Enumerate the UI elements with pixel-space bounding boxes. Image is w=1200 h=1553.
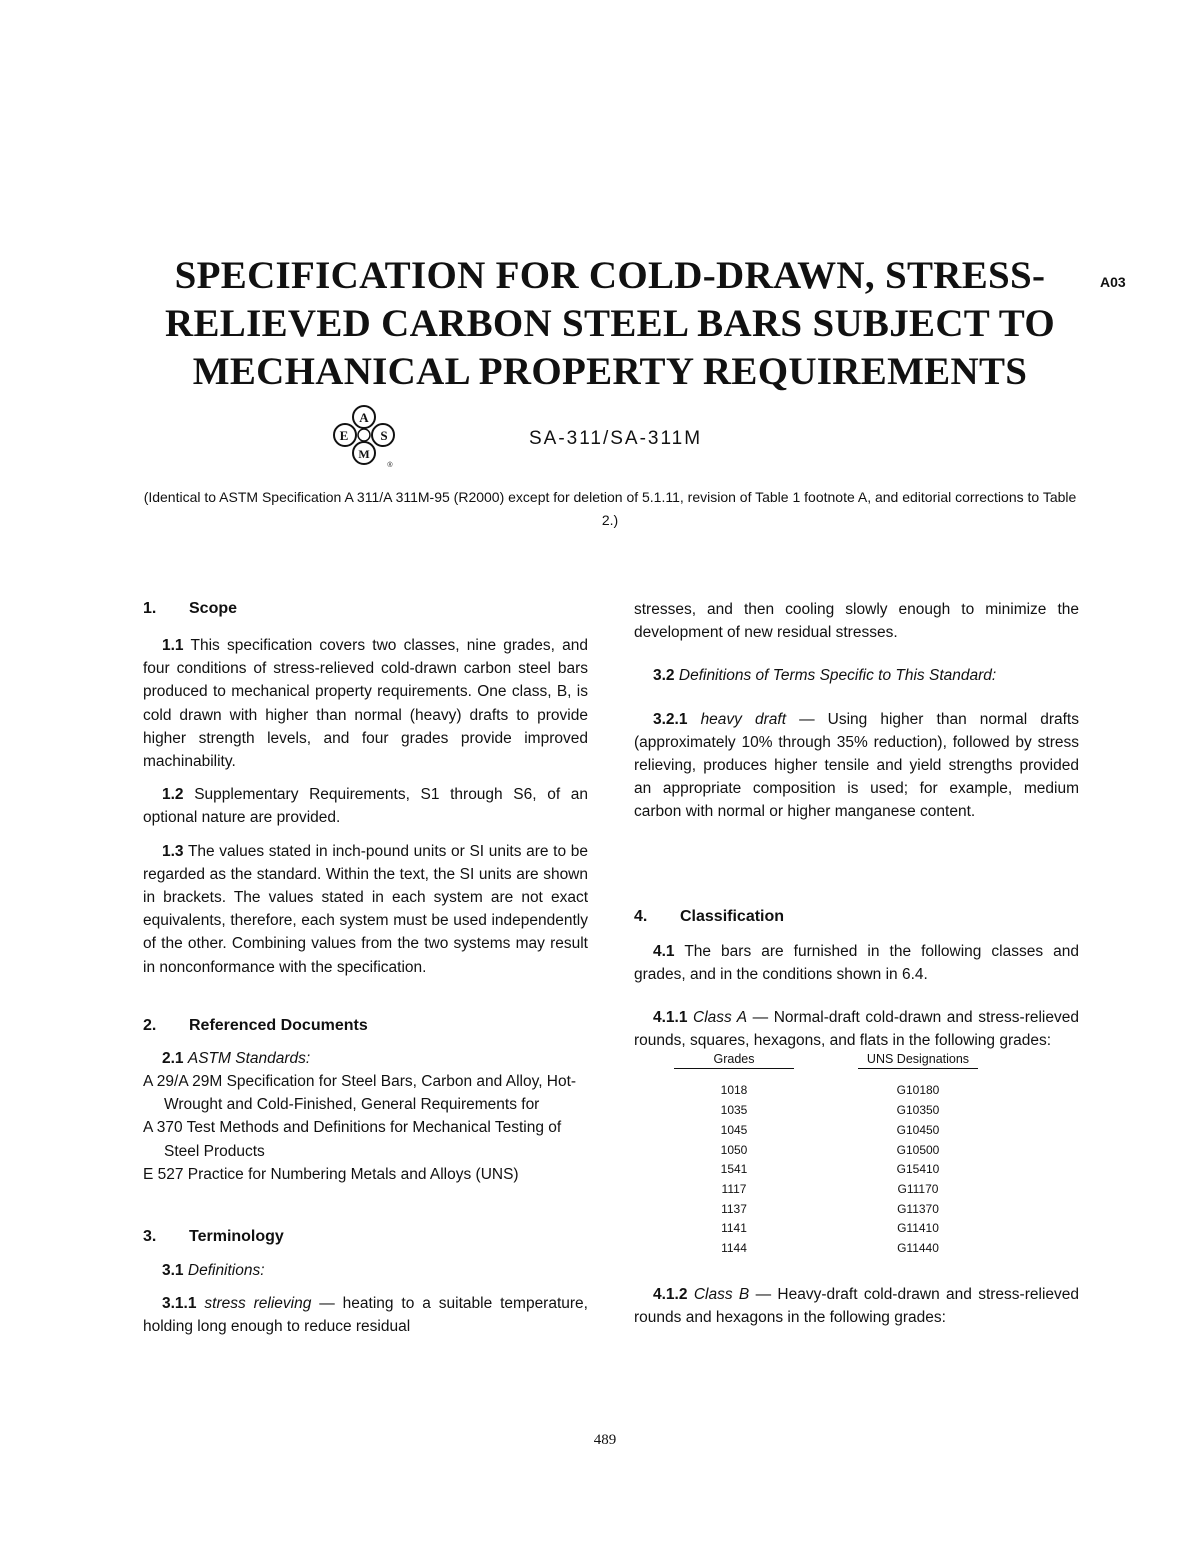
table-row: 1137 G11370	[721, 1201, 939, 1216]
paragraph-2-1: 2.1 ASTM Standards:	[162, 1049, 311, 1067]
section-heading-scope: 1. Scope	[143, 600, 238, 617]
table-row: 1018 G10180	[720, 1083, 940, 1098]
table-row: 1045 G10450	[720, 1122, 940, 1137]
paragraph-3-1: 3.1 Definitions:	[162, 1262, 265, 1280]
asme-logo	[328, 403, 400, 469]
page-number: 489	[593, 1432, 617, 1448]
section-heading-classification: 4. Classification	[634, 907, 785, 925]
paragraph-3-2: 3.2 Definitions of Terms Specific to This Standard:	[653, 667, 997, 685]
table-row: 1117 G11170	[721, 1181, 939, 1196]
reference-item: A 370 Test Methods and Definitions for Mechanical Testing of Steel Products	[143, 1119, 562, 1160]
paragraph-3-1-1: 3.1.1 stress relieving — heating to a suitable temperature, holding long enough to reduce residual	[143, 1295, 588, 1336]
paragraph-1-3: 1.3 The values stated in inch-pound units or SI units are to be regarded as the standard. Within the text, the SI units are shown in brackets. The values stated in each system are not exact equivalents, therefore, each system must be used independently of the other. Combining values from the two systems may result in nonconformance with the specification.	[143, 842, 588, 976]
title-line: RELIEVED CARBON STEEL BARS SUBJECT TO	[165, 302, 1055, 345]
paragraph-3-1-1-continued: stresses, and then cooling slowly enough to minimize the development of new residual stresses.	[634, 601, 1079, 642]
reference-item: A 29/A 29M Specification for Steel Bars, Carbon and Alloy, Hot-Wrought and Cold-Finished, General Requirements for	[143, 1073, 577, 1114]
table-header-row	[674, 1052, 978, 1069]
paragraph-4-1: 4.1 The bars are furnished in the following classes and grades, and in the conditions shown in 6.4.	[634, 942, 1079, 983]
section-heading-referenced-documents: 2. Referenced Documents	[143, 1016, 368, 1034]
right-column	[634, 598, 1079, 1329]
document-designation: SA-311/SA-311M	[529, 428, 703, 449]
reference-item: E 527 Practice for Numbering Metals and Alloys (UNS)	[143, 1165, 519, 1183]
logo-letter: E	[339, 428, 349, 443]
paragraph-4-1-1: 4.1.1 Class A — Normal-draft cold-drawn and stress-relieved rounds, squares, hexagons, and flats in the following grades:	[634, 1009, 1079, 1050]
left-column	[143, 598, 588, 1339]
title-line: MECHANICAL PROPERTY REQUIREMENTS	[192, 350, 1028, 393]
paragraph-1-2: 1.2 Supplementary Requirements, S1 through S6, of an optional nature are provided.	[143, 786, 588, 827]
table-row: 1050 G10500	[720, 1142, 940, 1157]
paragraph-1-1: 1.1 This specification covers two classes, nine grades, and four conditions of stress-relieved cold-drawn carbon steel bars produced to mechanical property requirements. One class, B, is cold drawn with higher than normal (heavy) drafts to provide higher strength levels, and four grades provide improved machinability.	[143, 637, 589, 771]
document-title	[150, 252, 1070, 396]
logo-letter: A	[359, 410, 369, 425]
table-row: 1144 G11440	[721, 1241, 939, 1256]
title-line: SPECIFICATION FOR COLD-DRAWN, STRESS-	[174, 254, 1046, 297]
logo-letter: M	[358, 447, 370, 461]
paragraph-3-2-1: 3.2.1 heavy draft — Using higher than normal drafts (approximately 10% through 35% reduction), followed by stress relieving, produces higher tensile and yield strengths provided an appropriate composition is used; for example, medium carbon with normal or higher manganese content.	[634, 710, 1079, 821]
logo-registered-mark: ®	[387, 462, 393, 469]
table-row: 1141 G11410	[721, 1221, 939, 1236]
grades-table	[674, 1052, 978, 1258]
section-heading-terminology: 3. Terminology	[143, 1228, 284, 1246]
revision-margin-tag: A03	[1100, 274, 1126, 290]
column-header-grades: Grades	[674, 1052, 794, 1069]
paragraph-4-1-2: 4.1.2 Class B — Heavy-draft cold-drawn and stress-relieved rounds and hexagons in the following grades:	[634, 1285, 1079, 1326]
identity-note: (Identical to ASTM Specification A 311/A 311M-95 (R2000) except for deletion of 5.1.11, revision of Table 1 footnote A, and editorial corrections to Table 2.)	[143, 489, 1077, 528]
table-row: 1035 G10350	[720, 1103, 940, 1118]
table-row: 1541 G15410	[720, 1162, 940, 1177]
column-header-uns: UNS Designations	[858, 1052, 978, 1069]
logo-letter: S	[380, 428, 388, 443]
